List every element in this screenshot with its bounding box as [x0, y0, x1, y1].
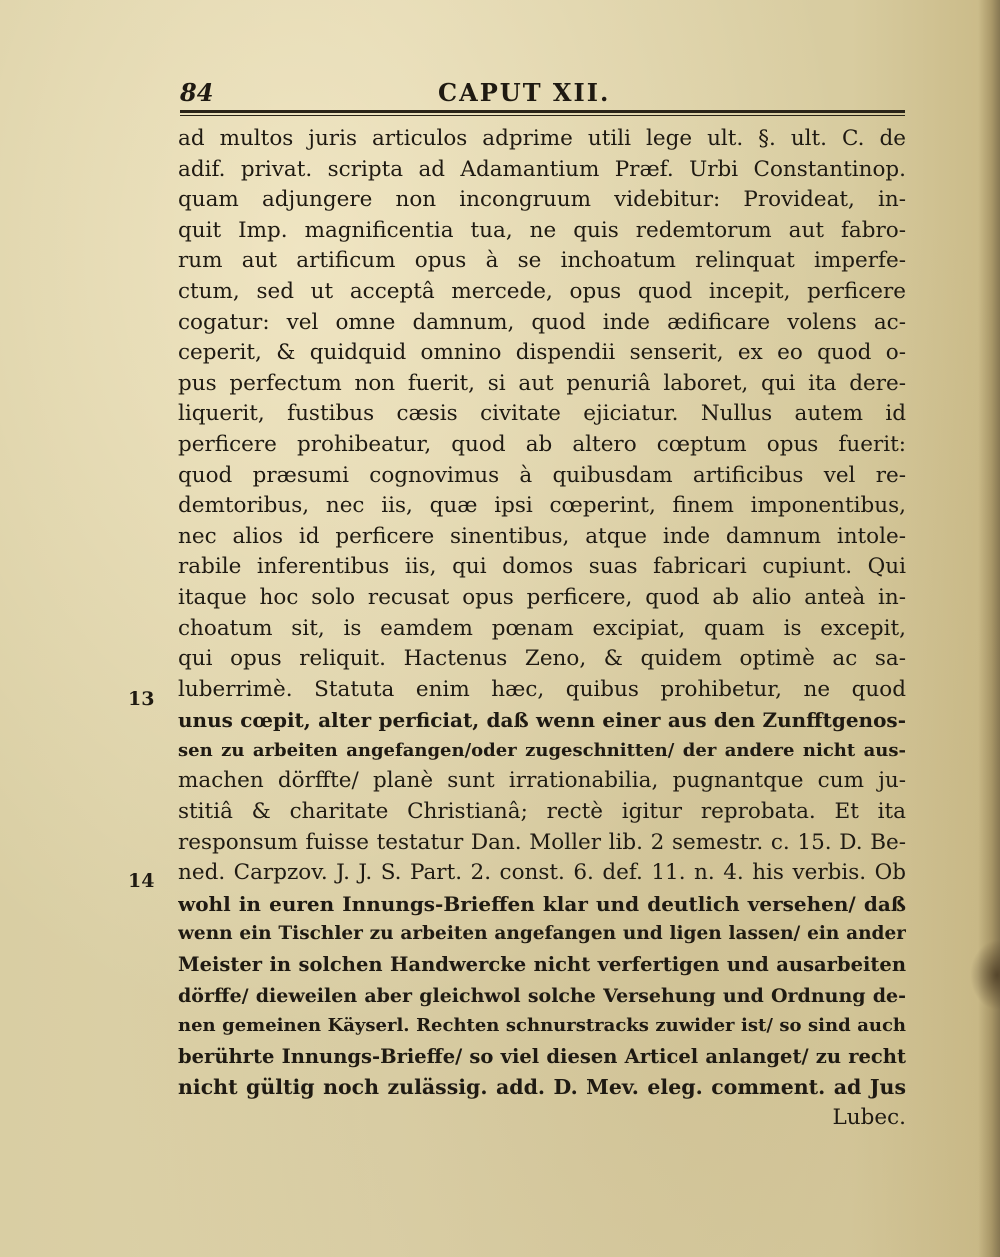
text-line: ned. Carpzov. J. J. S. Part. 2. const. 6. def. 11. n. 4. his verbis. Ob: [178, 860, 906, 886]
header-rule-thin: [180, 115, 905, 116]
text-line: quod præsumi cognovimus à quibusdam artificibus vel re-: [178, 462, 906, 488]
text-line: itaque hoc solo recusat opus perficere, quod ab alio anteà in-: [178, 584, 906, 610]
text-line-fraktur: unus cœpit, alter perficiat, daß wenn einer aus den Zunfftgenos-: [178, 708, 906, 733]
text-line: ad multos juris articulos adprime utili lege ult. §. ult. C. de: [178, 126, 906, 151]
text-line-fraktur: nen gemeinen Käyserl. Rechten schnurstracks zuwider ist/ so sind auch: [178, 1015, 906, 1037]
text-line: perficere prohibeatur, quod ab altero cœptum opus fuerit:: [178, 431, 906, 457]
text-line: cogatur: vel omne damnum, quod inde ædificare volens ac-: [178, 309, 906, 335]
page-number: 84: [180, 78, 214, 107]
text-line: pus perfectum non fuerit, si aut penuriâ laboret, qui ita dere-: [178, 370, 906, 396]
text-line-fraktur: dörffe/ dieweilen aber gleichwol solche Versehung und Ordnung de-: [178, 984, 906, 1007]
text-line-fraktur: Meister in solchen Handwercke nicht verfertigen und ausarbeiten: [178, 953, 906, 977]
text-line: rum aut artificum opus à se inchoatum relinquat imperfe-: [178, 248, 906, 274]
running-title: CAPUT XII.: [438, 78, 611, 107]
page-stain: [970, 940, 1000, 1010]
text-line: machen dörffte/ planè sunt irrationabilia, pugnantque cum ju-: [178, 768, 906, 794]
text-line: demtoribus, nec iis, quæ ipsi cœperint, finem imponentibus,: [178, 493, 906, 519]
page-header: [180, 78, 900, 110]
text-line: responsum fuisse testatur Dan. Moller lib. 2 semestr. c. 15. D. Be-: [178, 829, 906, 855]
text-line-fraktur: nicht gültig noch zulässig. add. D. Mev. eleg. comment. ad Jus: [178, 1075, 906, 1100]
text-line: qui opus reliquit. Hactenus Zeno, & quidem optimè ac sa-: [178, 646, 906, 672]
text-line-fraktur: berührte Innungs-Brieffe/ so viel diesen Articel anlanget/ zu recht: [178, 1044, 906, 1068]
text-line: ctum, sed ut acceptâ mercede, opus quod incepit, perficere: [178, 278, 906, 304]
text-line-fraktur: sen zu arbeiten angefangen/oder zugeschnitten/ der andere nicht aus-: [178, 739, 906, 761]
text-line-fraktur: wenn ein Tischler zu arbeiten angefangen und ligen lassen/ ein ander: [178, 923, 906, 945]
text-line: choatum sit, is eamdem pœnam excipiat, quam is excepit,: [178, 615, 906, 641]
text-line-catchword: Lubec.: [832, 1105, 906, 1130]
text-line: quam adjungere non incongruum videbitur: Provideat, in-: [178, 187, 906, 213]
margin-number-14: 14: [128, 870, 155, 892]
header-rule: [180, 110, 905, 113]
text-line: quit Imp. magnificentia tua, ne quis redemtorum aut fabro-: [178, 217, 906, 243]
text-line-fraktur: wohl in euren Innungs-Brieffen klar und deutlich versehen/ daß: [178, 891, 906, 916]
text-line: stitiâ & charitate Christianâ; rectè igitur reprobata. Et ita: [178, 799, 906, 825]
text-line: luberrimè. Statuta enim hæc, quibus prohibetur, ne quod: [178, 676, 906, 702]
margin-number-13: 13: [128, 688, 155, 710]
page-gutter-shadow: [978, 0, 1000, 1257]
text-line: nec alios id perficere sinentibus, atque inde damnum intole-: [178, 523, 906, 549]
body-text: [178, 124, 906, 1134]
text-line: liquerit, fustibus cæsis civitate ejiciatur. Nullus autem id: [178, 401, 906, 427]
text-line: ceperit, & quidquid omnino dispendii senserit, ex eo quod o-: [178, 340, 906, 366]
text-line: adif. privat. scripta ad Adamantium Præf. Urbi Constantinop.: [178, 156, 906, 182]
text-line: rabile inferentibus iis, qui domos suas fabricari cupiunt. Qui: [178, 554, 906, 580]
